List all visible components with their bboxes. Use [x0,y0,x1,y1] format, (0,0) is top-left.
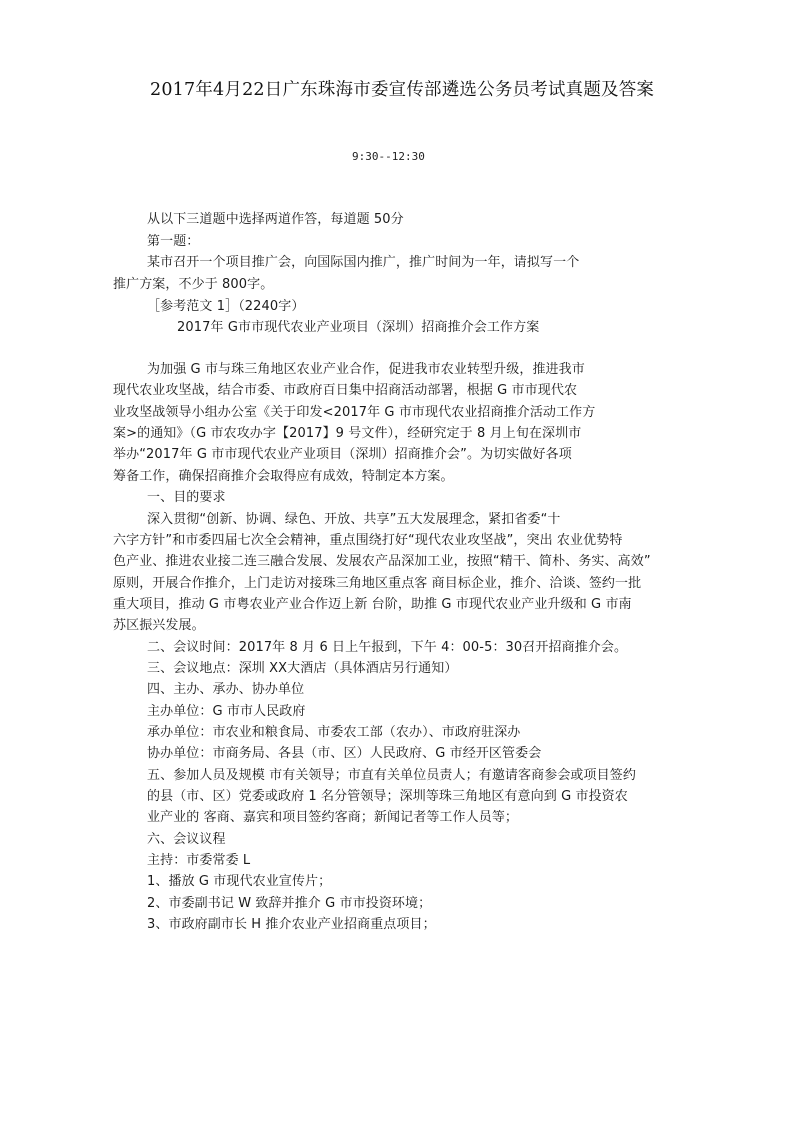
text-line: 案>的通知》（G 市农攻办字【2017】9 号文件），经研究定于 8 月上旬在深圳市 [113,426,582,441]
text-line: 承办单位：市农业和粮食局、市委农工部（农办）、市政府驻深办 [147,725,521,740]
text-line: 为加强 G 市与珠三角地区农业产业合作，促进我市农业转型升级，推进我市 [147,362,585,377]
text-line: 举办“2017年 G 市市现代农业产业项目（深圳）招商推介会”。为切实做好各项 [113,447,572,462]
text-line: 1、播放 G 市现代农业宣传片； [147,874,332,889]
text-line: 六、会议议程 [147,832,226,847]
text-line: 三、会议地点：深圳 XX大酒店（具体酒店另行通知） [147,661,458,676]
document-title: 2017年4月22日广东珠海市委宣传部遴选公务员考试真题及答案 [150,80,655,100]
text-line: 深入贯彻“创新、协调、绿色、开放、共享”五大发展理念，紧扣省委“十 [147,512,561,527]
text-line: 四、主办、承办、协办单位 [147,682,305,697]
text-line: 现代农业攻坚战，结合市委、市政府百日集中招商活动部署，根据 G 市市现代农 [113,383,578,398]
text-line: 一、目的要求 [147,490,226,505]
text-line: 3、市政府副市长 H 推介农业产业招商重点项目； [147,917,436,932]
text-line: 五、参加人员及规模 市有关领导；市直有关单位员责人；有邀请客商参会或项目签约 [147,768,636,783]
text-line: 原则，开展合作推介，上门走访对接珠三角地区重点客 商目标企业，推介、洽谈、签约一批 [113,576,642,591]
text-line: 主办单位：G 市市人民政府 [147,704,306,719]
text-line: 重大项目，推动 G 市粤农业产业合作迈上新 台阶，助推 G 市现代农业产业升级和 G 市南 [113,597,632,612]
text-line: 六字方针”和市委四届七次全会精神，重点围绕打好“现代农业攻坚战”，突出 农业优势特 [113,533,623,548]
text-line: 色产业、推进农业接二连三融合发展、发展农产品深加工业，按照“精干、简朴、务实、高效” [113,554,651,569]
text-line: 二、会议时间：2017年 8 月 6 日上午报到，下午 4：00-5：30召开招商推介会。 [147,640,628,655]
text-line: 苏区振兴发展。 [113,618,205,633]
text-line: 主持：市委常委 L [147,853,251,868]
text-line: 从以下三道题中选择两道作答，每道题 50分 [147,212,404,227]
text-line: 筹备工作，确保招商推介会取得应有成效，特制定本方案。 [113,469,454,484]
text-line: 2017年 G市市现代农业产业项目（深圳）招商推介会工作方案 [177,320,540,335]
text-line: 推广方案，不少于 800字。 [113,277,274,292]
text-line: 业产业的 客商、嘉宾和项目签约客商；新闻记者等工作人员等； [147,810,519,825]
text-line: 2、市委副书记 W 致辞并推介 G 市市投资环境； [147,896,432,911]
text-line: 第一题： [147,234,200,249]
exam-time: 9:30--12:30 [352,150,425,163]
text-line: 某市召开一个项目推广会，向国际国内推广，推广时间为一年，请拟写一个 [147,255,580,270]
text-line: 协办单位：市商务局、各县（市、区）人民政府、G 市经开区管委会 [147,746,542,761]
text-line: 业攻坚战领导小组办公室《关于印发<2017年 G 市市现代农业招商推介活动工作方 [113,405,596,420]
text-line: 的县（市、区）党委或政府 1 名分管领导；深圳等珠三角地区有意向到 G 市投资农 [147,789,628,804]
text-line: ［参考范文 1］（2240字） [147,299,305,314]
